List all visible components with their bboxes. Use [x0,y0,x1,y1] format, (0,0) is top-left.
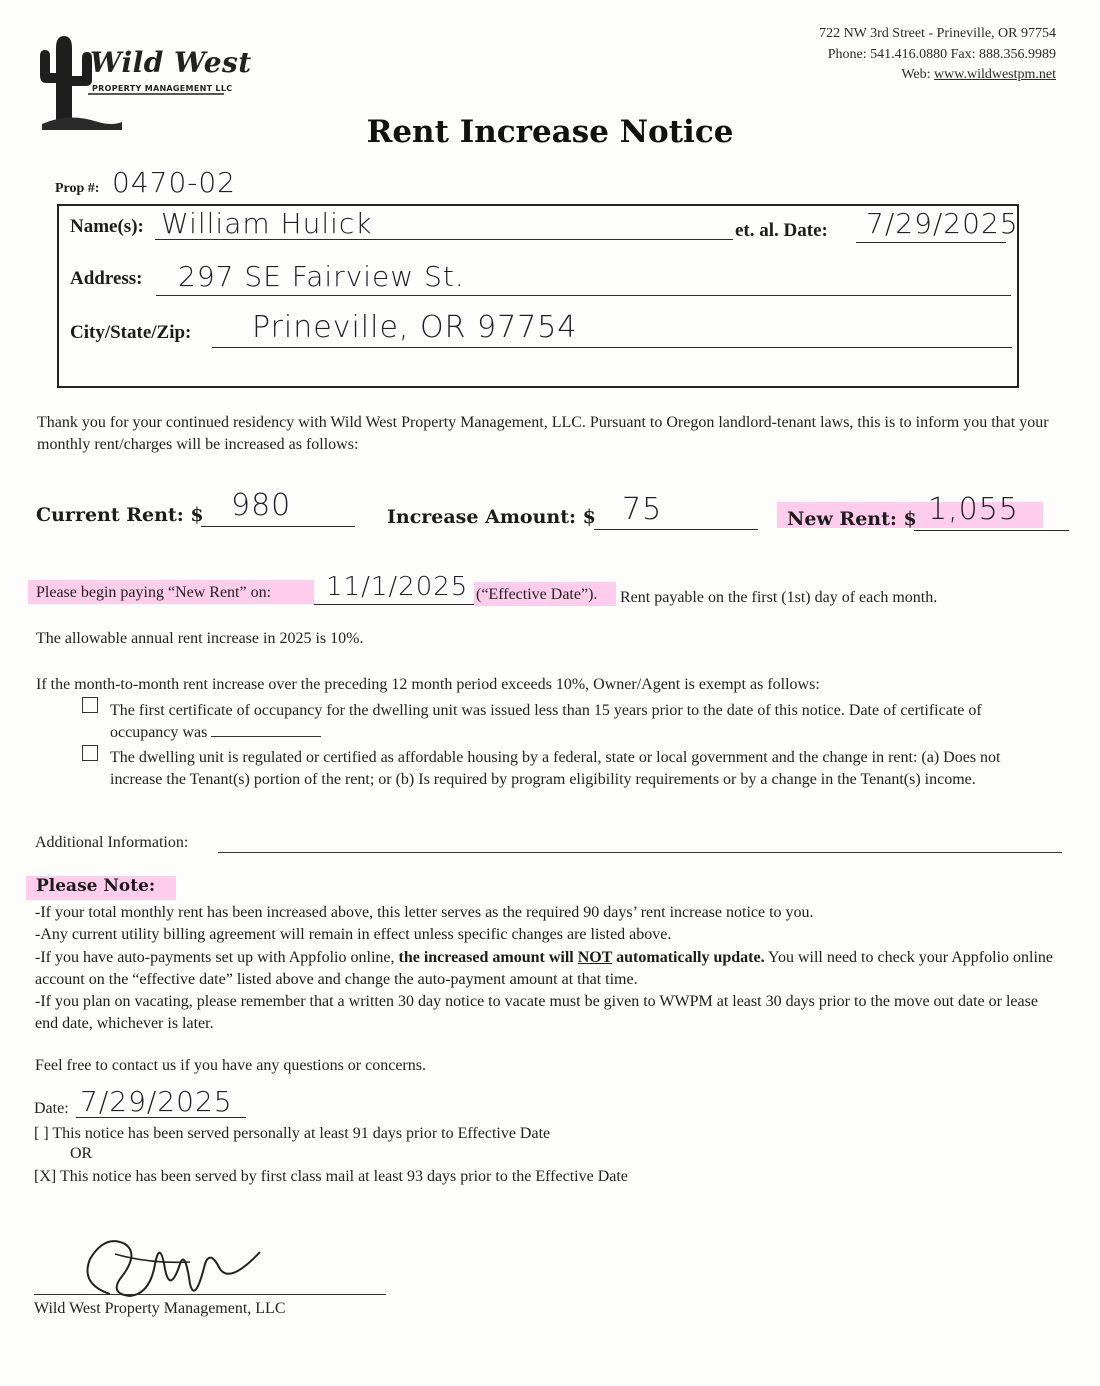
exemption-2-checkbox[interactable] [82,745,98,761]
effective-date-lead: Please begin paying “New Rent” on: [36,584,272,601]
current-rent-label: Current Rent: $ [36,504,204,526]
effective-date-value: 11/1/2025 [326,572,469,602]
please-note-title: Please Note: [36,876,156,896]
contact-text: Feel free to contact us if you have any questions or concerns. [35,1057,426,1074]
address-field[interactable] [156,260,1011,296]
new-rent-value: 1,055 [928,492,1019,527]
served-mail-checkbox[interactable]: [X] [34,1168,57,1185]
company-name: Wild West [90,46,252,79]
served-mail-option[interactable] [34,1166,628,1188]
city-state-zip-field[interactable] [212,310,1012,348]
service-date-value: 7/29/2025 [80,1085,233,1118]
increase-amount-field[interactable] [594,492,758,530]
city-state-zip-value: Prineville, OR 97754 [252,310,578,345]
intro-paragraph: Thank you for your continued residency with Wild West Property Management, LLC. Pursuant to Oregon landlord-tenant laws, this is to inform you that your monthly rent/charges will be increased as follows: [37,414,1049,453]
effective-date-field[interactable] [314,572,474,605]
note-vacating: -If you plan on vacating, please remember that a written 30 day notice to vacate must be given to WWPM at least 30 days prior to the move out date or lease end date, whichever is later. [35,993,1038,1032]
service-date-field[interactable] [76,1085,246,1118]
increase-amount-value: 75 [622,492,663,527]
note-autopay-tail: You will need to check your Appfolio online account on the “effective date” listed above and change the auto-payment amount at that time. [35,949,1054,988]
web-label: Web: [901,67,931,82]
note-utility-billing: -Any current utility billing agreement will remain in effect unless specific changes are listed above. [35,926,672,943]
company-address: 722 NW 3rd Street - Prineville, OR 97754 [819,26,1056,41]
served-personally-option[interactable] [34,1123,550,1145]
signature-label: Wild West Property Management, LLC [34,1300,286,1317]
new-rent-field[interactable] [914,492,1069,531]
exempt-intro: If the month-to-month rent increase over the preceding 12 month period exceeds 10%, Owner/Agent is exempt as follows: [36,676,820,693]
note-autopay-bold [398,949,764,966]
address-value: 297 SE Fairview St. [178,260,465,293]
certificate-date-field[interactable] [211,724,321,737]
note-autopay [35,947,1065,991]
effective-date-note: (“Effective Date”). [476,586,598,603]
note-autopay-not: NOT [577,949,613,966]
note-autopay-bold-b: automatically update. [612,949,765,966]
served-mail-text: This notice has been served by first class mail at least 93 days prior to the Effective Date [59,1168,628,1185]
exemption-1 [110,700,1040,744]
service-date-label: Date: [34,1100,69,1117]
prop-number-label: Prop #: [55,181,100,196]
name-label: Name(s): [70,216,144,237]
company-subtitle: PROPERTY MANAGEMENT LLC [92,84,233,93]
notice-date-field[interactable] [856,207,1019,243]
note-autopay-bold-a: the increased amount will [398,949,578,966]
page-title: Rent Increase Notice [366,114,734,150]
company-web [901,67,1056,83]
exemption-2-text: The dwelling unit is regulated or certified as affordable housing by a federal, state or local government and the change in rent: (a) Does not increase the Tenant(s) portion of the rent; or (b) Is required by program eligibility requirements or by a change in the Tenant(s) income. [110,749,1001,788]
served-personally-text: This notice has been served personally at least 91 days prior to Effective Date [52,1125,551,1142]
name-value: William Hulick [161,207,373,240]
allowable-increase-text: The allowable annual rent increase in 2025 is 10%. [36,630,364,647]
rent-payable-text: Rent payable on the first (1st) day of each month. [620,589,938,606]
additional-info-field[interactable] [218,852,1062,853]
name-field[interactable] [155,207,733,240]
exemption-1-text: The first certificate of occupancy for the dwelling unit was issued less than 15 years prior to the date of this notice. Date of certificate of occupancy was [110,702,982,741]
etal-date-label: et. al. Date: [735,220,828,241]
served-personally-checkbox[interactable]: [ ] [34,1125,49,1142]
increase-amount-label: Increase Amount: $ [387,506,596,528]
company-phone-fax: Phone: 541.416.0880 Fax: 888.356.9989 [827,47,1056,62]
additional-info-label: Additional Information: [35,834,189,851]
exemption-1-checkbox[interactable] [82,697,98,713]
note-90-days: -If your total monthly rent has been increased above, this letter serves as the required 90 days’ rent increase notice to you. [35,904,814,921]
notice-date-value: 7/29/2025 [866,207,1019,240]
prop-number-value[interactable]: 0470-02 [112,166,236,199]
current-rent-value: 980 [231,488,292,523]
city-state-zip-label: City/State/Zip: [70,322,192,343]
address-label: Address: [70,268,143,289]
new-rent-label: New Rent: $ [787,508,917,530]
note-autopay-lead: -If you have auto-payments set up with Appfolio online, [35,949,399,966]
current-rent-field[interactable] [201,488,355,527]
service-or: OR [70,1145,93,1162]
web-link[interactable]: www.wildwestpm.net [934,67,1056,82]
